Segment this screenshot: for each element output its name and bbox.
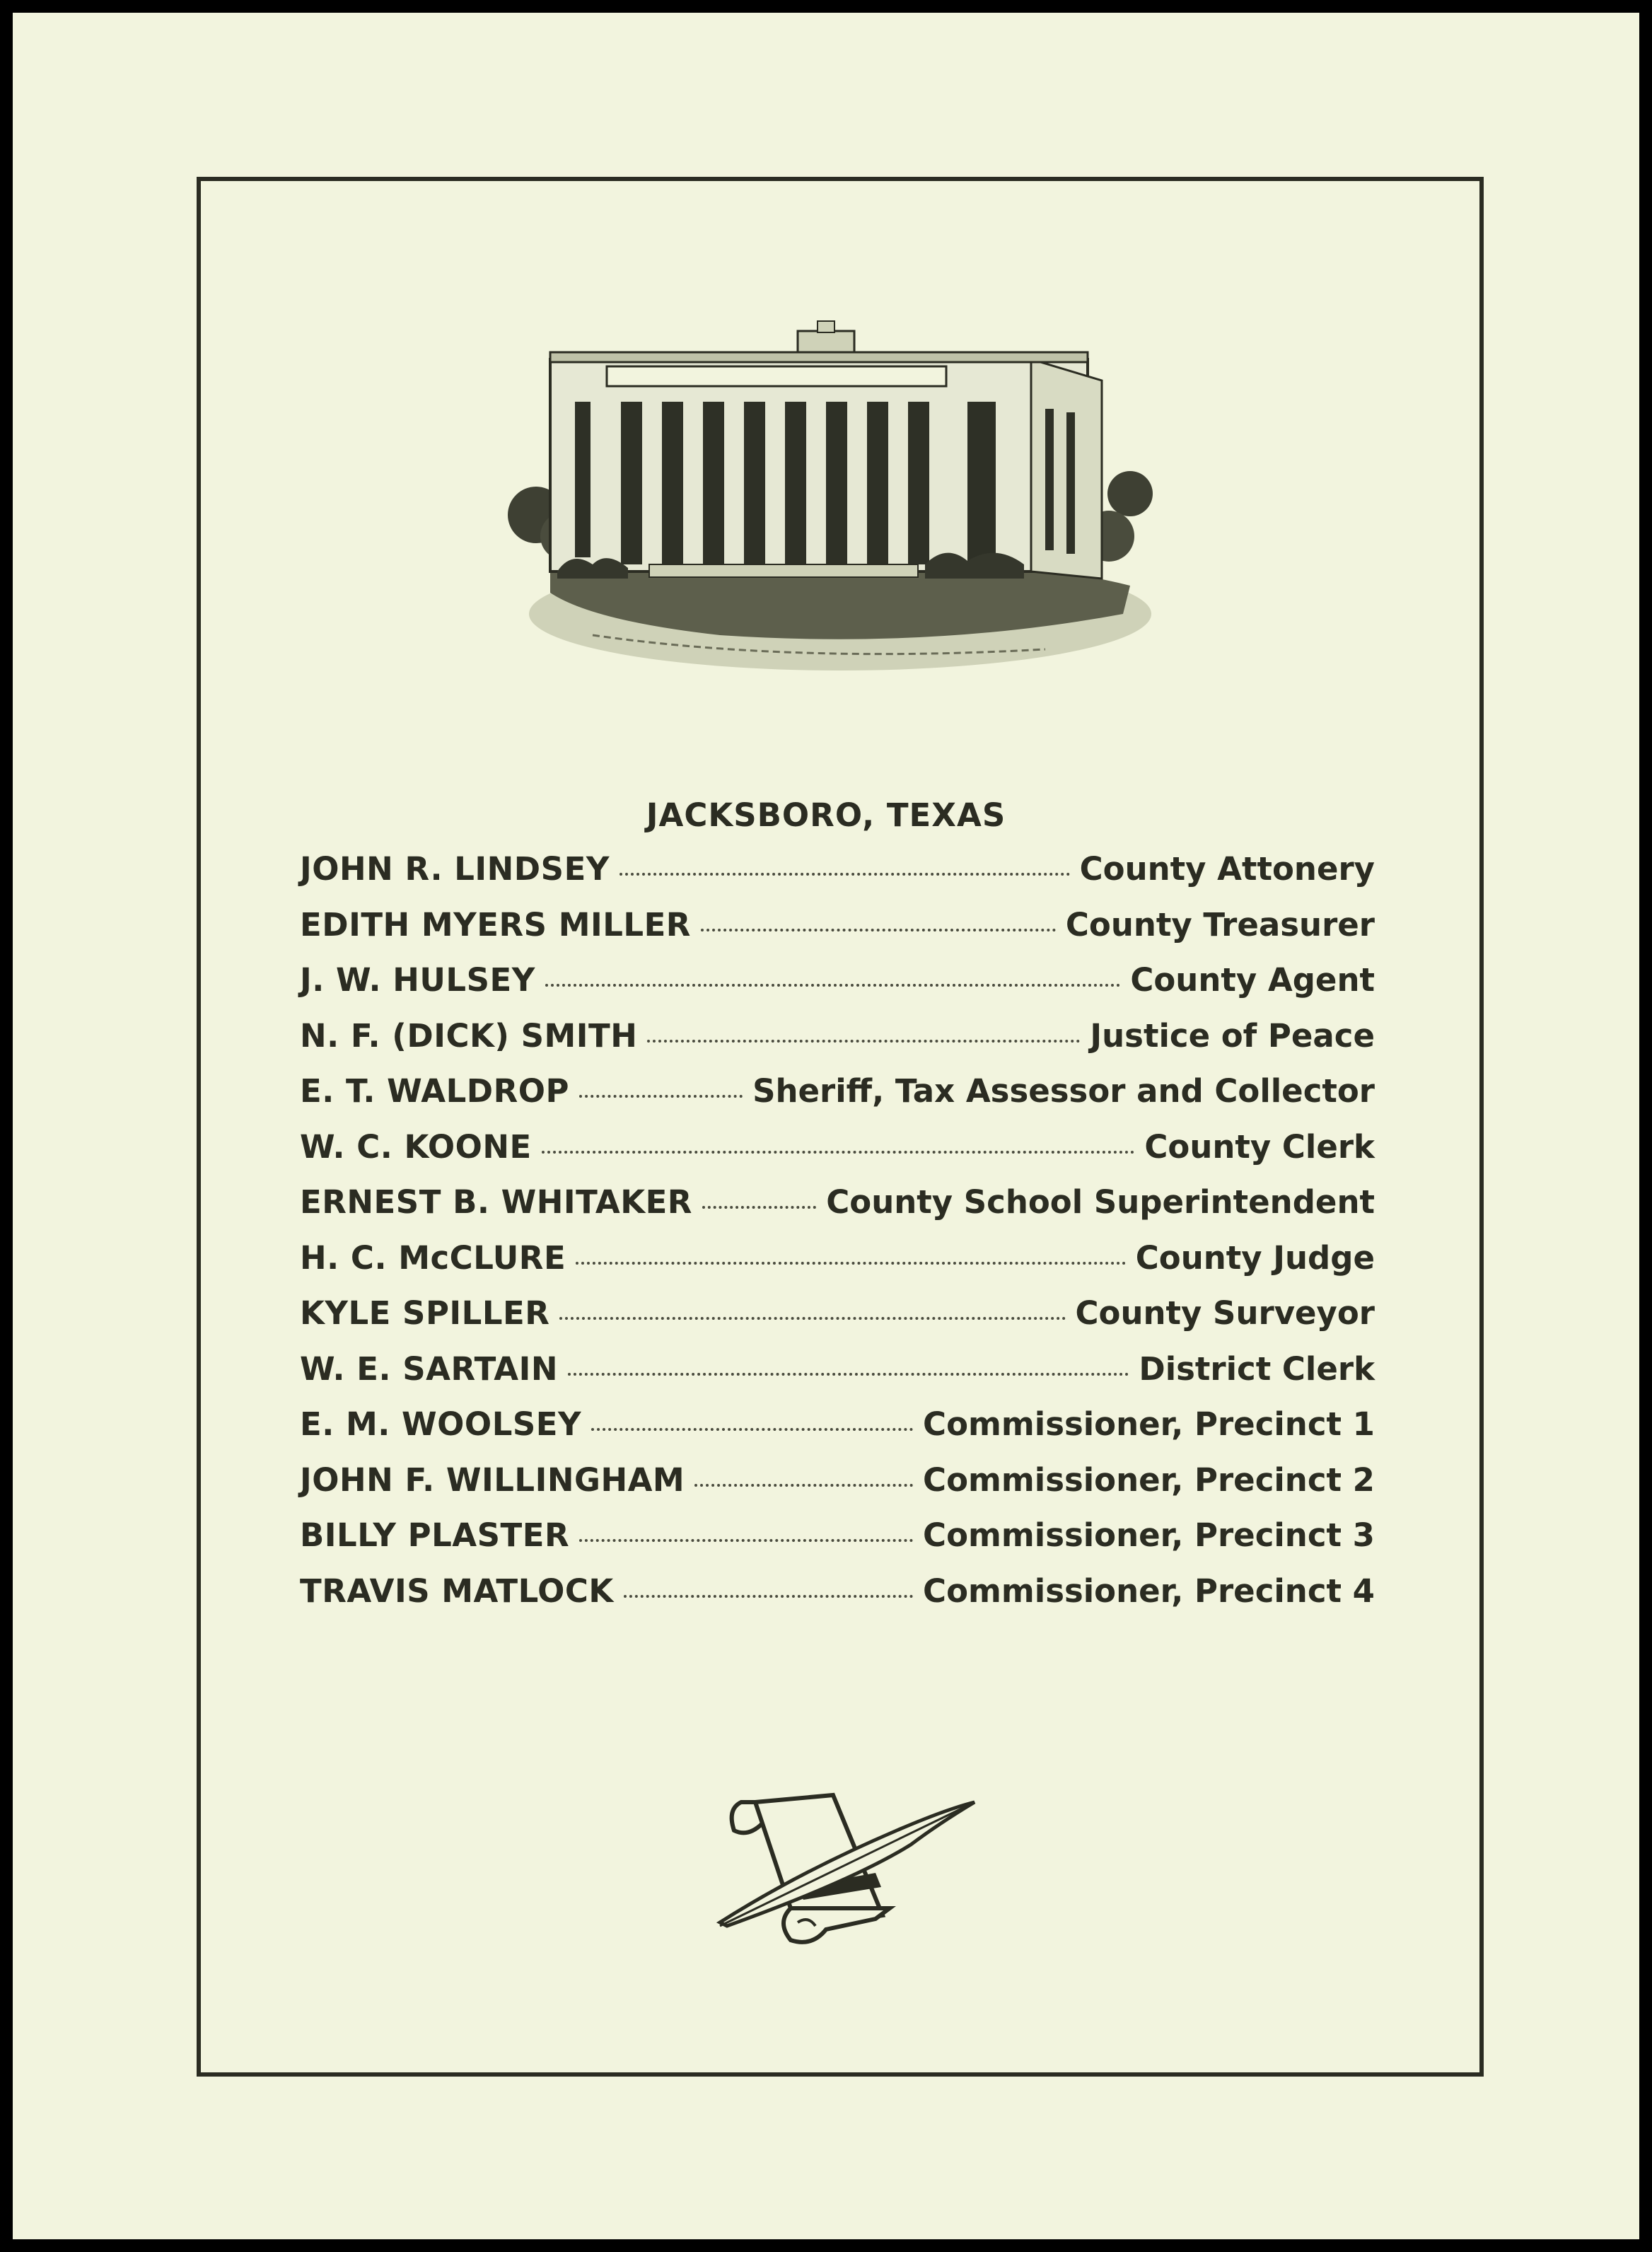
list-item <box>300 906 1375 962</box>
official-title: District Clerk <box>1139 1350 1375 1388</box>
official-title: Commissioner, Precinct 4 <box>923 1572 1375 1610</box>
official-name: ERNEST B. WHITAKER <box>300 1183 692 1221</box>
dot-leader <box>620 873 1070 876</box>
official-name: N. F. (DICK) SMITH <box>300 1016 638 1055</box>
list-item <box>300 961 1375 1017</box>
list-item <box>300 1405 1375 1461</box>
dot-leader <box>559 1317 1065 1320</box>
official-name: KYLE SPILLER <box>300 1294 550 1332</box>
list-item <box>300 1128 1375 1184</box>
dot-leader <box>694 1484 913 1487</box>
official-name: EDITH MYERS MILLER <box>300 905 691 944</box>
list-item <box>300 1017 1375 1073</box>
official-title: County Attonery <box>1079 850 1375 888</box>
official-title: County Treasurer <box>1065 905 1375 944</box>
list-item <box>300 1239 1375 1295</box>
dot-leader <box>702 1206 816 1209</box>
list-item <box>300 1461 1375 1517</box>
official-name: JOHN R. LINDSEY <box>300 850 610 888</box>
dot-leader <box>542 1151 1135 1154</box>
official-name: E. M. WOOLSEY <box>300 1405 582 1443</box>
official-title: County School Superintendent <box>826 1183 1375 1221</box>
officials-list <box>300 850 1375 1627</box>
list-item <box>300 1516 1375 1572</box>
dot-leader <box>591 1428 913 1431</box>
official-title: Justice of Peace <box>1090 1016 1375 1055</box>
official-title: Commissioner, Precinct 1 <box>923 1405 1375 1443</box>
scroll-quill-icon <box>713 1781 982 1951</box>
list-item <box>300 1572 1375 1628</box>
official-title: County Clerk <box>1144 1127 1375 1166</box>
list-item <box>300 1350 1375 1406</box>
official-title: County Agent <box>1130 961 1375 999</box>
dot-leader <box>568 1373 1129 1376</box>
page-title: JACKSBORO, TEXAS <box>646 796 1006 834</box>
official-name: W. E. SARTAIN <box>300 1350 559 1388</box>
dot-leader <box>647 1040 1080 1043</box>
dot-leader <box>545 984 1121 987</box>
official-name: TRAVIS MATLOCK <box>300 1572 614 1610</box>
official-name: W. C. KOONE <box>300 1127 532 1166</box>
official-name: BILLY PLASTER <box>300 1516 570 1554</box>
dot-leader <box>701 929 1056 931</box>
courthouse-illustration <box>508 282 1158 678</box>
dot-leader <box>579 1095 743 1098</box>
page <box>13 13 1639 2239</box>
list-item <box>300 1183 1375 1239</box>
official-title: Commissioner, Precinct 2 <box>923 1461 1375 1499</box>
list-item <box>300 1294 1375 1350</box>
official-title: County Surveyor <box>1075 1294 1375 1332</box>
list-item <box>300 850 1375 906</box>
dot-leader <box>579 1539 913 1542</box>
official-title: Commissioner, Precinct 3 <box>923 1516 1375 1554</box>
official-title: County Judge <box>1135 1238 1375 1277</box>
official-name: J. W. HULSEY <box>300 961 535 999</box>
official-title: Sheriff, Tax Assessor and Collector <box>752 1072 1375 1110</box>
official-name: E. T. WALDROP <box>300 1072 569 1110</box>
dot-leader <box>576 1262 1126 1265</box>
official-name: H. C. McCLURE <box>300 1238 566 1277</box>
dot-leader <box>624 1595 913 1598</box>
list-item <box>300 1072 1375 1128</box>
official-name: JOHN F. WILLINGHAM <box>300 1461 685 1499</box>
